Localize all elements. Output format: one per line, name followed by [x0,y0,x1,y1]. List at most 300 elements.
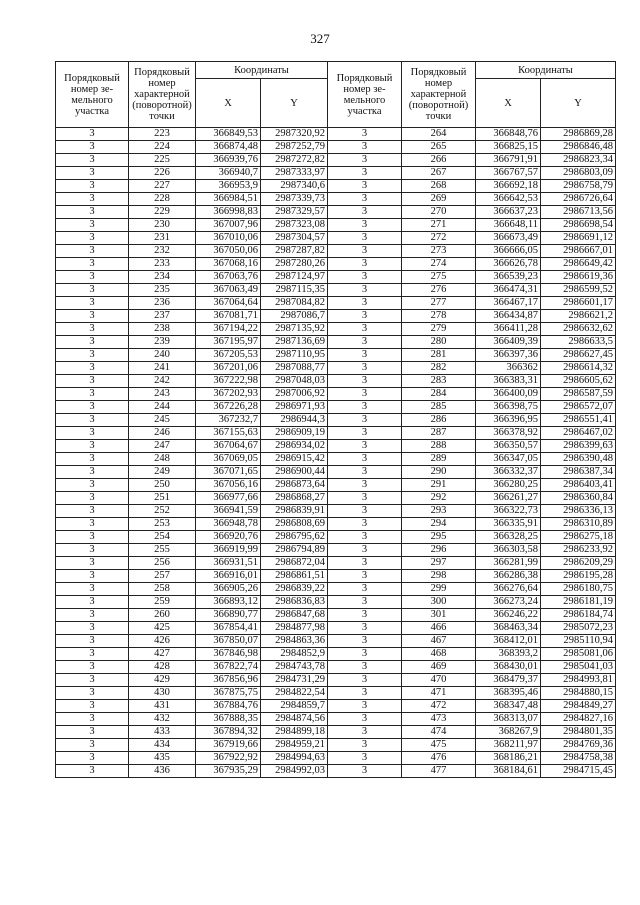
table-row [56,609,616,622]
cell-x: 367888,35 [196,713,261,726]
cell-point-order: 230 [129,219,196,232]
cell-y: 2985072,23 [541,622,616,635]
header-y-left: Y [261,79,328,128]
header-plot-order-right: Порядковый номер зе- мельного участка [328,62,402,128]
cell-x: 366261,27 [476,492,541,505]
table-row [56,674,616,687]
table-row [56,453,616,466]
table-row [56,583,616,596]
cell-point-order: 475 [402,739,476,752]
cell-point-order: 272 [402,232,476,245]
table-row [56,635,616,648]
cell-plot-order: 3 [56,687,129,700]
cell-plot-order: 3 [56,557,129,570]
cell-plot-order: 3 [328,245,402,258]
cell-plot-order: 3 [328,440,402,453]
cell-point-order: 435 [129,752,196,765]
cell-point-order: 283 [402,375,476,388]
cell-point-order: 301 [402,609,476,622]
cell-point-order: 248 [129,453,196,466]
cell-point-order: 268 [402,180,476,193]
cell-point-order: 477 [402,765,476,778]
cell-y: 2987086,7 [261,310,328,323]
cell-y: 2984880,15 [541,687,616,700]
cell-x: 368186,21 [476,752,541,765]
cell-x: 366626,78 [476,258,541,271]
cell-x: 367232,7 [196,414,261,427]
cell-plot-order: 3 [328,596,402,609]
cell-point-order: 238 [129,323,196,336]
cell-y: 2986649,42 [541,258,616,271]
cell-x: 367850,07 [196,635,261,648]
table-row [56,193,616,206]
cell-plot-order: 3 [56,362,129,375]
table-row [56,596,616,609]
cell-point-order: 253 [129,518,196,531]
cell-point-order: 429 [129,674,196,687]
cell-point-order: 300 [402,596,476,609]
cell-point-order: 237 [129,310,196,323]
cell-point-order: 474 [402,726,476,739]
cell-y: 2987252,79 [261,141,328,154]
cell-y: 2986795,62 [261,531,328,544]
cell-x: 366977,66 [196,492,261,505]
cell-y: 2986915,42 [261,453,328,466]
cell-point-order: 288 [402,440,476,453]
cell-plot-order: 3 [56,375,129,388]
cell-x: 366642,53 [476,193,541,206]
cell-point-order: 434 [129,739,196,752]
cell-y: 2986713,56 [541,206,616,219]
cell-y: 2987124,97 [261,271,328,284]
cell-plot-order: 3 [328,193,402,206]
table-row [56,713,616,726]
cell-point-order: 280 [402,336,476,349]
cell-point-order: 229 [129,206,196,219]
cell-x: 367884,76 [196,700,261,713]
cell-y: 2986823,34 [541,154,616,167]
cell-point-order: 473 [402,713,476,726]
cell-plot-order: 3 [328,648,402,661]
cell-plot-order: 3 [328,401,402,414]
table-row [56,739,616,752]
cell-y: 2986209,29 [541,557,616,570]
cell-point-order: 285 [402,401,476,414]
table-row [56,427,616,440]
cell-x: 367202,93 [196,388,261,401]
cell-x: 367064,67 [196,440,261,453]
cell-plot-order: 3 [56,297,129,310]
table-row [56,440,616,453]
cell-x: 366848,76 [476,128,541,141]
cell-point-order: 470 [402,674,476,687]
cell-point-order: 234 [129,271,196,284]
cell-plot-order: 3 [56,141,129,154]
cell-point-order: 282 [402,362,476,375]
cell-point-order: 241 [129,362,196,375]
cell-point-order: 469 [402,661,476,674]
coordinates-table [55,61,616,778]
cell-x: 367064,64 [196,297,261,310]
cell-y: 2986336,13 [541,505,616,518]
cell-x: 367919,66 [196,739,261,752]
cell-x: 367205,53 [196,349,261,362]
cell-x: 367068,16 [196,258,261,271]
cell-point-order: 425 [129,622,196,635]
cell-y: 2986601,17 [541,297,616,310]
cell-point-order: 476 [402,752,476,765]
table-row [56,180,616,193]
cell-x: 368395,46 [476,687,541,700]
cell-point-order: 239 [129,336,196,349]
cell-plot-order: 3 [56,401,129,414]
cell-point-order: 257 [129,570,196,583]
cell-plot-order: 3 [328,297,402,310]
cell-plot-order: 3 [328,674,402,687]
cell-plot-order: 3 [56,193,129,206]
cell-x: 367050,06 [196,245,261,258]
cell-plot-order: 3 [56,609,129,622]
table-row [56,167,616,180]
cell-y: 2986605,62 [541,375,616,388]
cell-y: 2986275,18 [541,531,616,544]
cell-plot-order: 3 [328,141,402,154]
cell-y: 2984849,27 [541,700,616,713]
cell-plot-order: 3 [56,531,129,544]
cell-y: 2986836,83 [261,596,328,609]
cell-y: 2987340,6 [261,180,328,193]
cell-y: 2984992,03 [261,765,328,778]
cell-point-order: 428 [129,661,196,674]
table-row [56,401,616,414]
cell-y: 2986572,07 [541,401,616,414]
cell-y: 2987135,92 [261,323,328,336]
table-row [56,570,616,583]
cell-plot-order: 3 [56,492,129,505]
cell-point-order: 432 [129,713,196,726]
cell-y: 2984822,54 [261,687,328,700]
table-row [56,765,616,778]
cell-x: 366322,73 [476,505,541,518]
cell-point-order: 279 [402,323,476,336]
cell-plot-order: 3 [56,336,129,349]
cell-y: 2986872,04 [261,557,328,570]
cell-y: 2986868,27 [261,492,328,505]
cell-plot-order: 3 [56,479,129,492]
cell-x: 368347,48 [476,700,541,713]
cell-x: 366953,9 [196,180,261,193]
cell-plot-order: 3 [328,466,402,479]
cell-y: 2986934,02 [261,440,328,453]
cell-y: 2986619,36 [541,271,616,284]
cell-plot-order: 3 [328,609,402,622]
cell-point-order: 284 [402,388,476,401]
cell-x: 366328,25 [476,531,541,544]
cell-point-order: 297 [402,557,476,570]
cell-plot-order: 3 [328,375,402,388]
table-row [56,622,616,635]
cell-plot-order: 3 [56,414,129,427]
cell-x: 368267,9 [476,726,541,739]
cell-y: 2987088,77 [261,362,328,375]
cell-y: 2984715,45 [541,765,616,778]
table-row [56,206,616,219]
cell-plot-order: 3 [56,284,129,297]
cell-x: 366397,36 [476,349,541,362]
cell-x: 367226,28 [196,401,261,414]
cell-y: 2987006,92 [261,388,328,401]
table-row [56,492,616,505]
cell-x: 366347,05 [476,453,541,466]
cell-plot-order: 3 [56,128,129,141]
cell-y: 2986909,19 [261,427,328,440]
cell-plot-order: 3 [328,180,402,193]
cell-plot-order: 3 [56,154,129,167]
cell-plot-order: 3 [328,661,402,674]
cell-plot-order: 3 [56,310,129,323]
cell-point-order: 255 [129,544,196,557]
cell-plot-order: 3 [328,557,402,570]
cell-point-order: 287 [402,427,476,440]
cell-y: 2987272,82 [261,154,328,167]
table-row [56,219,616,232]
cell-point-order: 246 [129,427,196,440]
cell-plot-order: 3 [328,349,402,362]
cell-point-order: 264 [402,128,476,141]
cell-y: 2984769,36 [541,739,616,752]
cell-y: 2984758,38 [541,752,616,765]
cell-y: 2986971,93 [261,401,328,414]
cell-plot-order: 3 [56,622,129,635]
cell-x: 367854,41 [196,622,261,635]
cell-point-order: 292 [402,492,476,505]
cell-plot-order: 3 [56,765,129,778]
cell-plot-order: 3 [56,271,129,284]
cell-plot-order: 3 [56,440,129,453]
cell-plot-order: 3 [328,700,402,713]
cell-y: 2985081,06 [541,648,616,661]
cell-x: 367071,65 [196,466,261,479]
cell-point-order: 260 [129,609,196,622]
cell-y: 2986233,92 [541,544,616,557]
header-x-right: X [476,79,541,128]
cell-x: 368479,37 [476,674,541,687]
table-row [56,752,616,765]
cell-point-order: 242 [129,375,196,388]
cell-plot-order: 3 [328,531,402,544]
cell-x: 367194,22 [196,323,261,336]
cell-x: 367222,98 [196,375,261,388]
cell-y: 2986847,68 [261,609,328,622]
cell-plot-order: 3 [328,232,402,245]
cell-plot-order: 3 [56,505,129,518]
cell-x: 366673,49 [476,232,541,245]
cell-point-order: 259 [129,596,196,609]
cell-x: 366825,15 [476,141,541,154]
cell-point-order: 243 [129,388,196,401]
header-coordinates-left: Координаты [196,62,328,79]
table-row [56,258,616,271]
cell-x: 366998,83 [196,206,261,219]
cell-point-order: 231 [129,232,196,245]
cell-point-order: 281 [402,349,476,362]
cell-y: 2987048,03 [261,375,328,388]
cell-plot-order: 3 [56,427,129,440]
table-row [56,375,616,388]
cell-point-order: 240 [129,349,196,362]
cell-point-order: 468 [402,648,476,661]
cell-point-order: 249 [129,466,196,479]
cell-point-order: 295 [402,531,476,544]
cell-plot-order: 3 [328,622,402,635]
cell-x: 367069,05 [196,453,261,466]
cell-x: 367875,75 [196,687,261,700]
cell-plot-order: 3 [328,388,402,401]
table-row [56,687,616,700]
cell-point-order: 426 [129,635,196,648]
cell-point-order: 472 [402,700,476,713]
cell-point-order: 296 [402,544,476,557]
cell-y: 2984743,78 [261,661,328,674]
cell-point-order: 224 [129,141,196,154]
cell-plot-order: 3 [56,570,129,583]
cell-x: 366409,39 [476,336,541,349]
cell-plot-order: 3 [328,505,402,518]
cell-plot-order: 3 [328,336,402,349]
table-row [56,336,616,349]
cell-y: 2986667,01 [541,245,616,258]
cell-y: 2986633,5 [541,336,616,349]
cell-y: 2986360,84 [541,492,616,505]
cell-y: 2987115,35 [261,284,328,297]
page-number: 327 [310,31,330,46]
table-row [56,414,616,427]
cell-x: 366396,95 [476,414,541,427]
table-row [56,297,616,310]
cell-x: 366276,64 [476,583,541,596]
cell-x: 368211,97 [476,739,541,752]
cell-y: 2986846,48 [541,141,616,154]
cell-y: 2986403,41 [541,479,616,492]
cell-y: 2987304,57 [261,232,328,245]
cell-y: 2986944,3 [261,414,328,427]
cell-point-order: 278 [402,310,476,323]
cell-plot-order: 3 [328,219,402,232]
cell-point-order: 256 [129,557,196,570]
cell-y: 2984859,7 [261,700,328,713]
cell-x: 366273,24 [476,596,541,609]
header-plot-order-left: Порядковый номер зе- мельного участка [56,62,129,128]
cell-y: 2986184,74 [541,609,616,622]
cell-x: 367195,97 [196,336,261,349]
cell-plot-order: 3 [328,492,402,505]
cell-point-order: 427 [129,648,196,661]
cell-x: 366286,38 [476,570,541,583]
cell-y: 2987339,73 [261,193,328,206]
cell-y: 2986599,52 [541,284,616,297]
cell-point-order: 430 [129,687,196,700]
cell-x: 366791,91 [476,154,541,167]
cell-x: 367010,06 [196,232,261,245]
cell-point-order: 227 [129,180,196,193]
header-point-order-left: Порядковый номер характерной (поворотной) точки [129,62,196,128]
cell-x: 366931,51 [196,557,261,570]
cell-point-order: 223 [129,128,196,141]
table-row [56,245,616,258]
cell-x: 366939,76 [196,154,261,167]
cell-y: 2987136,69 [261,336,328,349]
cell-x: 366467,17 [476,297,541,310]
cell-plot-order: 3 [56,544,129,557]
cell-y: 2984959,21 [261,739,328,752]
cell-y: 2987280,26 [261,258,328,271]
cell-x: 366280,25 [476,479,541,492]
cell-plot-order: 3 [56,232,129,245]
cell-x: 367063,49 [196,284,261,297]
cell-y: 2986869,28 [541,128,616,141]
cell-x: 367935,29 [196,765,261,778]
cell-y: 2986839,91 [261,505,328,518]
cell-point-order: 244 [129,401,196,414]
cell-y: 2985041,03 [541,661,616,674]
cell-y: 2987110,95 [261,349,328,362]
cell-x: 366398,75 [476,401,541,414]
cell-y: 2986195,28 [541,570,616,583]
cell-point-order: 265 [402,141,476,154]
cell-point-order: 235 [129,284,196,297]
cell-x: 368430,01 [476,661,541,674]
cell-point-order: 266 [402,154,476,167]
cell-x: 367201,06 [196,362,261,375]
cell-x: 366383,31 [476,375,541,388]
cell-plot-order: 3 [328,518,402,531]
cell-point-order: 433 [129,726,196,739]
cell-y: 2986794,89 [261,544,328,557]
cell-y: 2986387,34 [541,466,616,479]
cell-plot-order: 3 [56,388,129,401]
cell-x: 368313,07 [476,713,541,726]
cell-y: 2987329,57 [261,206,328,219]
table-row [56,466,616,479]
table-row [56,544,616,557]
cell-point-order: 269 [402,193,476,206]
cell-plot-order: 3 [328,453,402,466]
cell-point-order: 273 [402,245,476,258]
cell-x: 366874,48 [196,141,261,154]
cell-y: 2986873,64 [261,479,328,492]
cell-x: 366767,57 [476,167,541,180]
cell-plot-order: 3 [328,414,402,427]
cell-x: 366246,22 [476,609,541,622]
cell-x: 366637,23 [476,206,541,219]
cell-plot-order: 3 [328,713,402,726]
cell-y: 2986808,69 [261,518,328,531]
cell-plot-order: 3 [56,323,129,336]
cell-y: 2986803,09 [541,167,616,180]
cell-plot-order: 3 [328,128,402,141]
table-row [56,505,616,518]
cell-point-order: 431 [129,700,196,713]
header-coordinates-right: Координаты [476,62,616,79]
table-row [56,362,616,375]
cell-point-order: 299 [402,583,476,596]
cell-point-order: 294 [402,518,476,531]
table-row [56,726,616,739]
cell-plot-order: 3 [328,479,402,492]
cell-x: 366666,05 [476,245,541,258]
cell-x: 366890,77 [196,609,261,622]
table-body [56,128,616,778]
